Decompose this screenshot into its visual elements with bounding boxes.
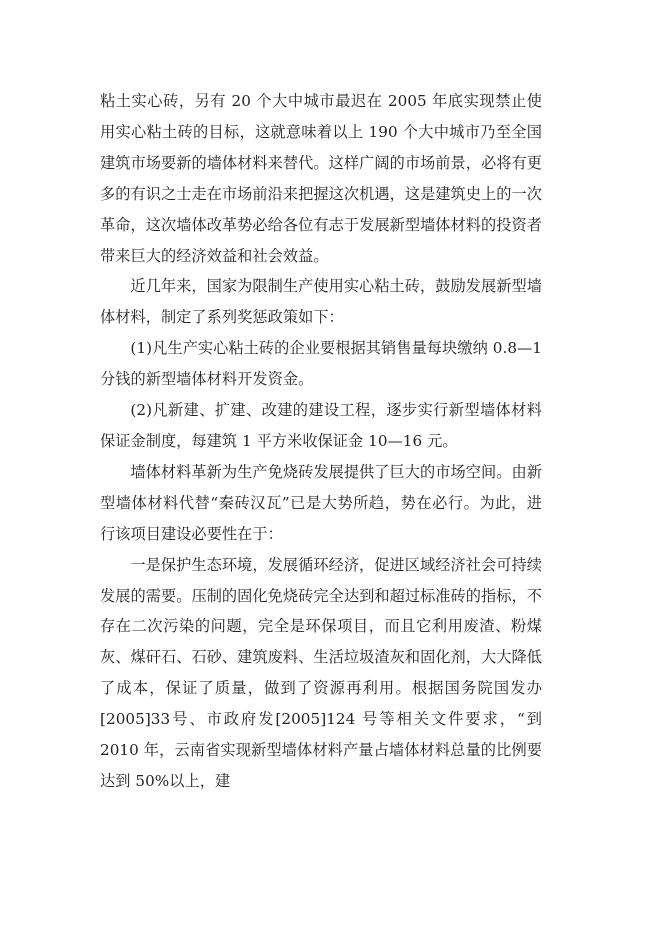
document-body	[100, 86, 542, 797]
paragraph-policy-item-2: (2)凡新建、扩建、改建的建设工程，逐步实行新型墙体材料保证金制度，每建筑 1 平方米收保证金 10—16 元。	[100, 401, 542, 450]
paragraph-continuation: 粘土实心砖，另有 20 个大中城市最迟在 2005 年底实现禁止使用实心粘土砖的目标，这就意味着以上 190 个大中城市乃至全国建筑市场要新的墙体材料来替代。这样广阔的市场前景，必将有更多的有识之士走在市场前沿来把握这次机遇，这是建筑史上的一次革命，这次墙体改革势必给各位有志于发展新型墙体材料的投资者带来巨大的经济效益和社会效益。	[100, 92, 542, 265]
paragraph-policy-intro: 近几年来，国家为限制生产使用实心粘土砖，鼓励发展新型墙体材料，制定了系列奖惩政策如下：	[100, 277, 542, 327]
paragraph-policy-item-1: (1)凡生产实心粘土砖的企业要根据其销售量每块缴纳 0.8—1 分钱的新型墙体材料开发资金。	[100, 339, 542, 389]
paragraph-market-space: 墙体材料革新为生产免烧砖发展提供了巨大的市场空间。由新型墙体材料代替“秦砖汉瓦”已是大势所趋，势在必行。为此，进行该项目建设必要性在于：	[100, 462, 542, 543]
paragraph-ecological-need: 一是保护生态环境，发展循环经济，促进区域经济社会可持续发展的需要。压制的固化免烧砖完全达到和超过标准砖的指标，不存在二次污染的问题，完全是环保项目，而且它利用废渣、粉煤灰、煤矸石、石砂、建筑废料、生活垃圾渣灰和固化剂，大大降低了成本，保证了质量，做到了资源再利用。根据国务院国发办[2005]33号、市政府发[2005]124 号等相关文件要求，“到 2010 年，云南省实现新型墙体材料产量占墙体材料总量的比例要达到 50%以上，建	[100, 555, 542, 790]
